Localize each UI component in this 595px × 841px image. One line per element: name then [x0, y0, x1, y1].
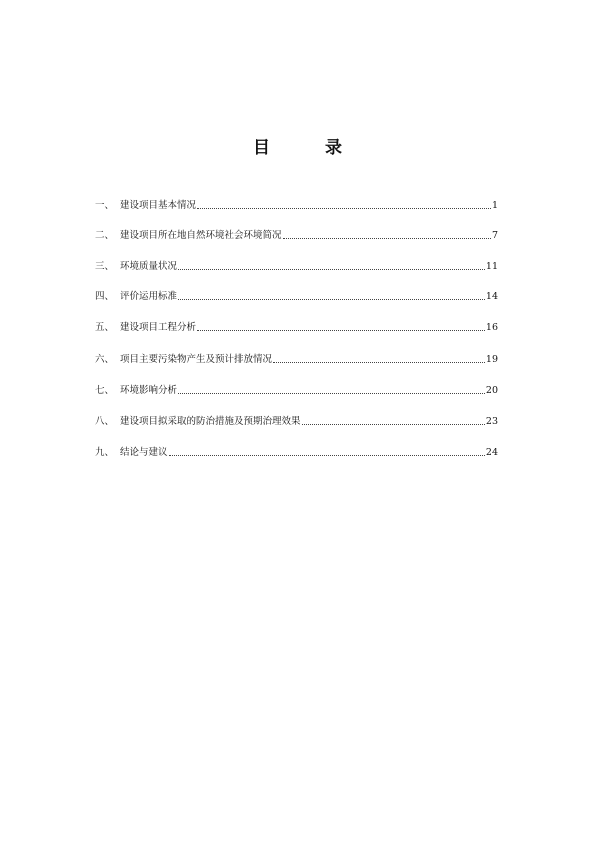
- toc-entry-page: 11: [485, 261, 498, 272]
- toc-title-left: 目: [253, 138, 270, 158]
- toc-entry-number: 八、: [95, 416, 115, 427]
- toc-entry-number: 二、: [95, 230, 115, 241]
- toc-leader-dots: [178, 268, 485, 270]
- toc-entry-page: 24: [485, 447, 498, 458]
- toc-entry-page: 20: [485, 385, 498, 396]
- toc-entry-number: 九、: [95, 447, 115, 458]
- toc-entry-number: 三、: [95, 261, 115, 272]
- toc-entry-label: 评价运用标准: [120, 291, 178, 302]
- toc-entry[interactable]: [95, 290, 498, 304]
- toc-entry-number: 六、: [95, 354, 115, 365]
- toc-entry[interactable]: [95, 415, 498, 429]
- toc-entry-page: 14: [485, 291, 498, 302]
- toc-entry-number: 五、: [95, 322, 115, 333]
- toc-entry-number: 七、: [95, 385, 115, 396]
- toc-entry-label: 结论与建议: [120, 447, 168, 458]
- toc-entry-label: 建设项目工程分析: [120, 322, 197, 333]
- toc-entry[interactable]: [95, 260, 498, 274]
- toc-entry-page: 7: [491, 230, 498, 241]
- toc-entry[interactable]: [95, 229, 498, 243]
- toc-entry-label: 环境质量状况: [120, 261, 178, 272]
- toc-leader-dots: [197, 207, 491, 209]
- toc-entry[interactable]: [95, 446, 498, 460]
- toc-entry-page: 19: [485, 354, 498, 365]
- toc-entry-label: 环境影响分析: [120, 385, 178, 396]
- toc-leader-dots: [178, 392, 485, 394]
- toc-title-right: 录: [325, 138, 342, 158]
- toc-leader-dots: [197, 329, 485, 331]
- toc-entry-number: 一、: [95, 200, 115, 211]
- toc-entry-label: 项目主要污染物产生及预计排放情况: [120, 354, 273, 365]
- toc-leader-dots: [169, 454, 485, 456]
- toc-leader-dots: [302, 423, 485, 425]
- toc-leader-dots: [283, 237, 491, 239]
- toc-entry-page: 16: [485, 322, 498, 333]
- toc-entry-label: 建设项目基本情况: [120, 200, 197, 211]
- toc-entry[interactable]: [95, 321, 498, 335]
- toc-entry-label: 建设项目拟采取的防治措施及预期治理效果: [120, 416, 301, 427]
- toc-entry-page: 23: [485, 416, 498, 427]
- toc-leader-dots: [273, 361, 485, 363]
- toc-entry[interactable]: [95, 199, 498, 213]
- toc-entry-label: 建设项目所在地自然环境社会环境简况: [120, 230, 282, 241]
- toc-entry-page: 1: [491, 200, 498, 211]
- toc-entry-number: 四、: [95, 291, 115, 302]
- toc-leader-dots: [178, 298, 485, 300]
- toc-entry[interactable]: [95, 353, 498, 367]
- toc-entry[interactable]: [95, 384, 498, 398]
